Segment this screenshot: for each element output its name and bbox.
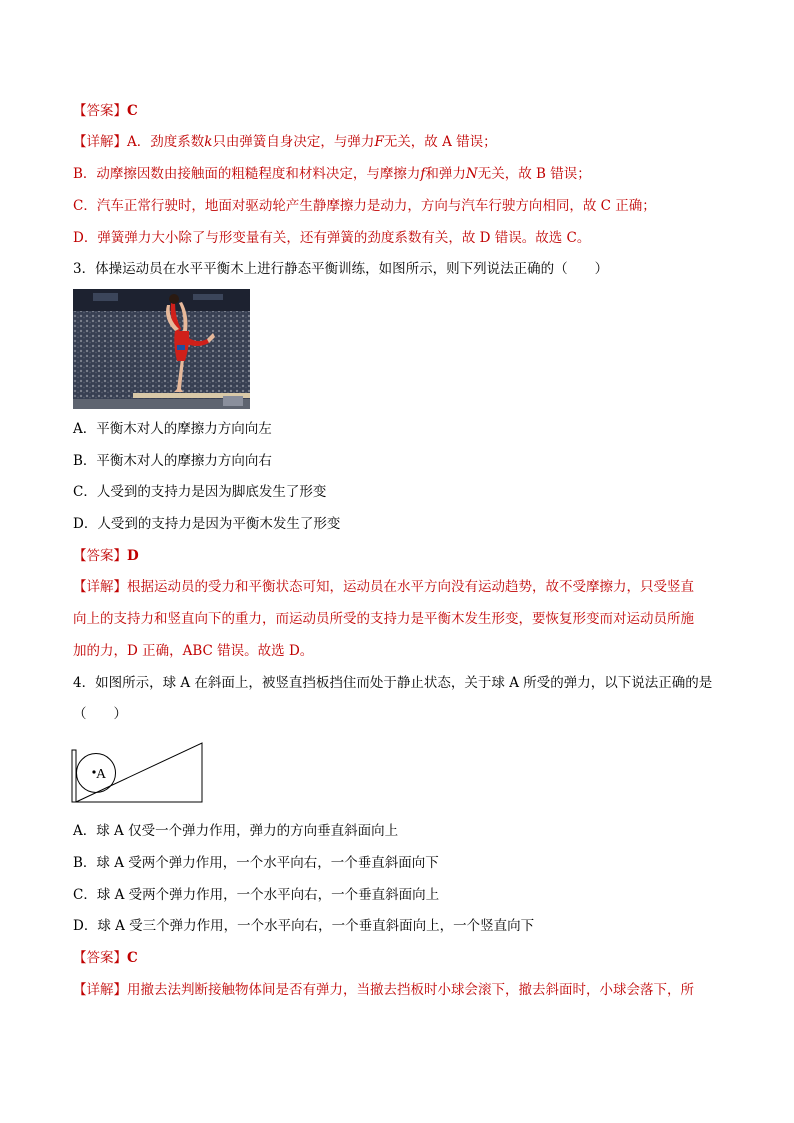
answer-line-q3 [73, 546, 724, 566]
answer-value: C [127, 103, 138, 119]
vertical-board [72, 750, 76, 802]
answer-value: C [127, 950, 138, 966]
explanation-label: 【详解】 [73, 982, 127, 998]
answer-line-q2 [73, 101, 724, 121]
explanation-line-q2-d: D．弹簧弹力大小除了与形变量有关，还有弹簧的劲度系数有关，故 D 错误。故选 C。 [73, 230, 591, 246]
option-a-text-3: 无关，故 A 错误； [383, 134, 497, 150]
question-4-option-b: B．球 A 受两个弹力作用，一个水平向右，一个垂直斜面向下 [73, 855, 439, 871]
ball-label: A [96, 767, 107, 782]
option-b-text-3: 无关，故 B 错误； [477, 166, 591, 182]
answer-label: 【答案】 [73, 103, 127, 119]
question-3-option-a: A．平衡木对人的摩擦力方向向左 [73, 421, 272, 437]
explanation-line-q3-1 [73, 577, 724, 597]
option-a-text-2: 只由弹簧自身决定，与弹力 [212, 134, 375, 150]
question-4-stem-2: （ ） [73, 706, 127, 722]
question-3-option-b: B．平衡木对人的摩擦力方向向右 [73, 453, 272, 469]
question-3-option-c: C．人受到的支持力是因为脚底发生了形变 [73, 484, 327, 500]
explanation-label: 【详解】 [73, 134, 127, 150]
symbol-f: f [420, 166, 426, 182]
answer-line-q4 [73, 948, 724, 968]
explanation-line-q3-3: 加的力，D 正确，ABC 错误。故选 D。 [73, 643, 314, 659]
option-a-text: A．劲度系数 [127, 134, 205, 150]
explanation-line-q2-c: C．汽车正常行驶时，地面对驱动轮产生静摩擦力是动力，方向与汽车行驶方向相同，故 C 正确； [73, 198, 656, 214]
explanation-text: 根据运动员的受力和平衡状态可知，运动员在水平方向没有运动趋势，故不受摩擦力，只受竖直 [127, 579, 694, 595]
gymnast-photo [73, 289, 250, 409]
question-4-option-a: A．球 A 仅受一个弹力作用，弹力的方向垂直斜面向上 [73, 823, 399, 839]
option-b-text: B．动摩擦因数由接触面的粗糙程度和材料决定，与摩擦力 [73, 166, 421, 182]
option-b-text-2: 和弹力 [425, 166, 466, 182]
explanation-line-q3-2: 向上的支持力和竖直向下的重力，而运动员所受的支持力是平衡木发生形变，要恢复形变而对运动员所施 [73, 611, 694, 627]
explanation-line-q4-1 [73, 980, 724, 1000]
symbol-k: k [204, 134, 213, 150]
question-3-option-d: D．人受到的支持力是因为平衡木发生了形变 [73, 516, 341, 532]
explanation-text: 用撤去法判断接触物体间是否有弹力，当撤去挡板时小球会滚下，撤去斜面时，小球会落下，所 [127, 982, 694, 998]
explanation-line-q2-b [73, 164, 724, 184]
answer-label: 【答案】 [73, 548, 127, 564]
answer-value: D [127, 548, 139, 564]
question-4-option-d: D．球 A 受三个弹力作用，一个水平向右，一个垂直斜面向上，一个竖直向下 [73, 918, 535, 934]
symbol-F: F [374, 134, 384, 150]
gymnast-photo-image [73, 289, 250, 409]
incline-diagram [70, 740, 210, 806]
explanation-line-q2-a [73, 132, 724, 152]
question-3-stem: 3．体操运动员在水平平衡木上进行静态平衡训练，如图所示，则下列说法正确的（ ） [73, 261, 609, 277]
answer-label: 【答案】 [73, 950, 127, 966]
symbol-N: N [465, 166, 478, 182]
question-4-stem: 4．如图所示，球 A 在斜面上，被竖直挡板挡住而处于静止状态，关于球 A 所受的弹力，以下说法正确的是 [73, 675, 713, 691]
explanation-label: 【详解】 [73, 579, 127, 595]
question-4-option-c: C．球 A 受两个弹力作用，一个水平向右，一个垂直斜面向上 [73, 887, 440, 903]
